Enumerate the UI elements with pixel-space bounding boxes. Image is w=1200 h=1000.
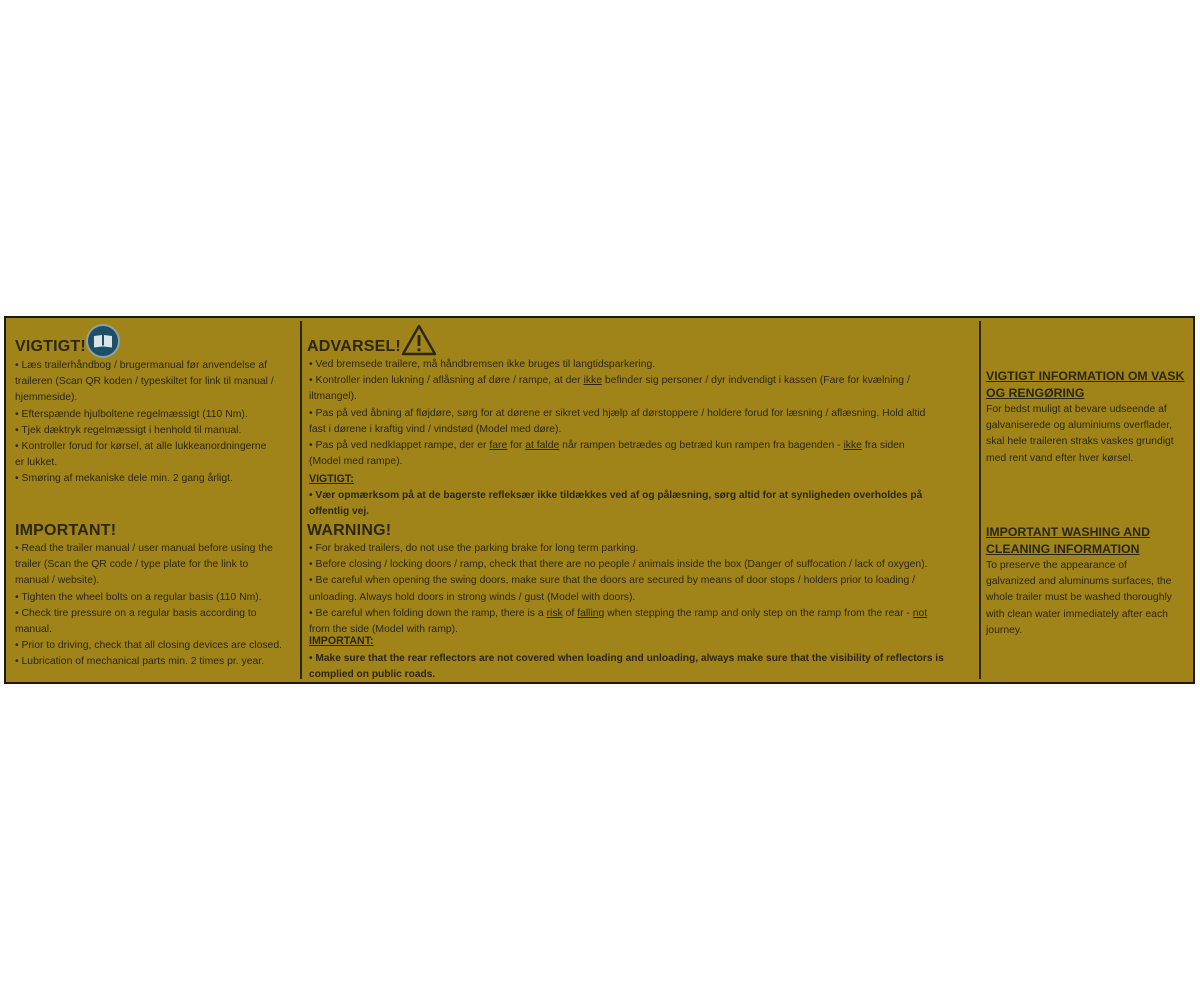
column-washing-info	[980, 318, 1193, 682]
list-item: • Be careful when opening the swing doors, make sure that the doors are secured by means of door stops / holders prior to loading /	[309, 575, 916, 587]
vigtigt-bold-note: • Vær opmærksom på at de bagerste refleksær ikke tildækkes ved af og pålæsning, sørg altid for at synligheden overholdes på offentlig vej.	[309, 490, 923, 518]
list-item: • Kontroller forud for kørsel, at alle lukkeanordningerne	[15, 440, 267, 452]
warning-list	[309, 541, 928, 638]
list-item: • Before closing / locking doors / ramp, check that there are no people / animals inside the box (Danger of suffocation / lack of oxygen).	[309, 559, 928, 571]
important-list	[15, 541, 282, 671]
list-item: hjemmeside).	[15, 392, 78, 404]
important-subheading: IMPORTANT:	[309, 635, 374, 647]
list-item: • Smøring af mekaniske dele min. 2 gang årligt.	[15, 473, 233, 485]
list-item: • Read the trailer manual / user manual before using the	[15, 543, 273, 554]
column-warnings	[300, 318, 980, 682]
list-item: • Be careful when folding down the ramp, there is a risk of falling when stepping the ramp and only step on the ramp from the rear - not	[309, 607, 928, 619]
warning-triangle-icon	[401, 324, 437, 361]
vask-text: For bedst muligt at bevare udseende af galvaniserede og aluminiums overflader, skal hele traileren straks vaskes grundigt med rent vand efter hver kørsel.	[986, 404, 1174, 464]
list-item: • Lubrication of mechanical parts min. 2 times pr. year.	[15, 656, 265, 668]
list-item: unloading. Always hold doors in strong winds / gust (Model with doors).	[309, 591, 636, 603]
list-item: er lukket.	[15, 457, 58, 469]
list-item: manual.	[15, 623, 52, 635]
vask-heading: VIGTIGT INFORMATION OM VASK OG RENGØRING	[986, 369, 1185, 400]
washing-text: To preserve the appearance of galvanized and aluminums surfaces, the whole trailer must be washed thoroughly with clean water immediately after each journey.	[986, 560, 1172, 636]
book-icon	[86, 324, 120, 358]
list-item: trailer (Scan the QR code / type plate for the link to	[15, 559, 249, 571]
list-item: • Check tire pressure on a regular basis according to	[15, 607, 257, 619]
list-item: • Ved bremsede trailere, må håndbremsen ikke bruges til langtidsparkering.	[309, 359, 656, 370]
list-item: • Kontroller inden lukning / aflåsning af døre / rampe, at der ikke befinder sig personer / dyr indvendigt i kassen (Fare for kvælning /	[309, 375, 910, 387]
warning-heading: WARNING!	[307, 522, 392, 539]
list-item: • Pas på ved nedklappet rampe, der er fare for at falde når rampen betrædes og betræd kun rampen fra bagenden - ikke fra siden	[309, 439, 905, 451]
warning-label	[4, 316, 1195, 684]
list-item: iltmangel).	[309, 391, 357, 403]
list-item: fast i dørene i kraftig vind / vindstød (Model med døre).	[309, 423, 562, 435]
washing-heading: IMPORTANT WASHING AND CLEANING INFORMATION	[986, 525, 1150, 556]
list-item: manual / website).	[15, 575, 100, 587]
list-item: • Tighten the wheel bolts on a regular basis (110 Nm).	[15, 591, 262, 603]
important-bold-note: • Make sure that the rear reflectors are not covered when loading and unloading, always make sure that the visibility of reflectors is complied on public roads.	[309, 653, 944, 681]
list-item: traileren (Scan QR koden / typeskiltet for link til manual /	[15, 376, 274, 388]
advarsel-heading: ADVARSEL!	[307, 338, 401, 355]
list-item: (Model med rampe).	[309, 456, 403, 468]
list-item: from the side (Model with ramp).	[309, 623, 458, 635]
advarsel-list	[309, 357, 925, 470]
list-item: • For braked trailers, do not use the parking brake for long term parking.	[309, 543, 639, 554]
list-item: • Efterspænde hjulboltene regelmæssigt (110 Nm).	[15, 408, 248, 420]
column-general-danish-english	[6, 318, 300, 682]
list-item: • Læs trailerhåndbog / brugermanual før anvendelse af	[15, 360, 268, 371]
list-item: • Tjek dæktryk regelmæssigt i henhold til manual.	[15, 424, 242, 436]
list-item: • Pas på ved åbning af fløjdøre, sørg for at dørene er sikret ved hjælp af dørstoppere / holdere forud for læsning / aflæsning. Hold altid	[309, 407, 926, 419]
vigtigt-subheading: VIGTIGT:	[309, 473, 354, 485]
important-heading: IMPORTANT!	[15, 522, 117, 539]
vigtigt-heading: VIGTIGT!	[15, 338, 86, 355]
vigtigt-list	[15, 358, 274, 488]
list-item: • Prior to driving, check that all closing devices are closed.	[15, 640, 282, 652]
